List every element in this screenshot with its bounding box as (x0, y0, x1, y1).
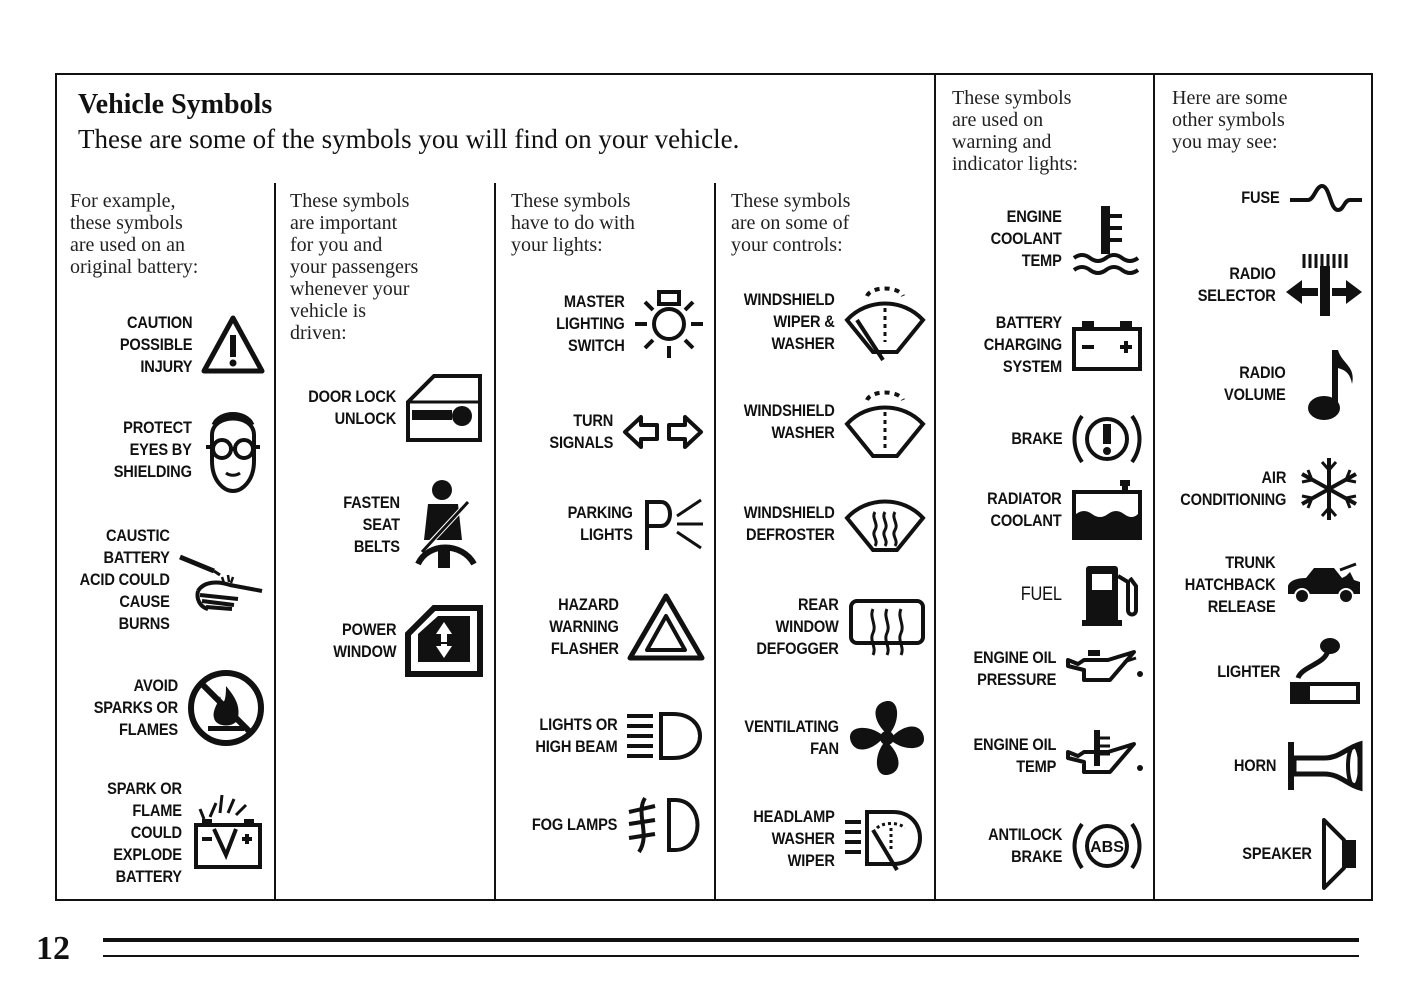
symbol-label: PARKING LIGHTS (567, 503, 633, 544)
column-intro: These symbols have to do with your lights: (511, 190, 635, 256)
symbol-label: BATTERY CHARGING SYSTEM (983, 313, 1062, 376)
symbol-label: DOOR LOCK UNLOCK (308, 387, 396, 428)
footer-rule (103, 938, 1359, 942)
symbol-label: CAUTION POSSIBLE INJURY (119, 313, 192, 376)
symbol-master-lighting (503, 288, 705, 360)
symbol-fuel (944, 562, 1144, 628)
column-divider (934, 74, 936, 900)
acid-hand-icon (178, 547, 266, 613)
column-controls (731, 190, 931, 256)
symbol-label: FUEL (1020, 584, 1062, 605)
symbol-label: REAR WINDOW DEFOGGER (756, 595, 839, 658)
symbol-label: HORN (1233, 756, 1276, 775)
symbol-label: FOG LAMPS (531, 815, 617, 834)
symbol-label: ENGINE OIL PRESSURE (973, 648, 1056, 689)
radiator-coolant-icon (1070, 478, 1144, 542)
symbol-door-lock (282, 372, 484, 444)
symbol-label: MASTER LIGHTING SWITCH (556, 292, 625, 355)
car-trunk-icon (1284, 562, 1364, 608)
page-title: Vehicle Symbols (78, 89, 273, 120)
headlamp-washer-icon (843, 804, 927, 874)
symbol-label: POWER WINDOW (332, 620, 396, 661)
door-lock-icon (404, 372, 484, 444)
symbol-label: TRUNK HATCHBACK RELEASE (1185, 553, 1276, 616)
hazard-triangle-icon (627, 592, 705, 662)
symbol-high-beam (503, 710, 705, 762)
symbol-label: VENTILATING FAN (744, 717, 839, 758)
column-passengers (290, 190, 490, 344)
snowflake-icon (1294, 454, 1364, 524)
windshield-washer-icon (843, 384, 927, 460)
symbol-label: SPARK OR FLAME COULD EXPLODE BATTERY (107, 779, 182, 886)
high-beam-icon (625, 710, 705, 762)
symbol-label: RADIATOR COOLANT (987, 489, 1062, 530)
symbol-windshield-washer (723, 384, 927, 460)
symbol-oil-pressure (944, 644, 1144, 694)
coolant-temp-icon (1070, 202, 1144, 276)
symbol-brake (944, 408, 1144, 470)
symbol-label: WINDSHIELD WIPER & WASHER (744, 290, 835, 353)
symbol-label: TURN SIGNALS (549, 411, 613, 452)
symbol-caution (60, 312, 266, 378)
symbol-label: HEADLAMP WASHER WIPER (753, 807, 835, 870)
symbol-coolant-temp (944, 202, 1144, 276)
abs-icon (1070, 816, 1144, 876)
turn-signals-icon (621, 411, 705, 453)
symbol-label: AIR CONDITIONING (1180, 468, 1286, 509)
symbol-seat-belts (282, 478, 484, 572)
footer-rule (103, 955, 1359, 957)
symbol-power-window (282, 604, 484, 678)
symbol-windshield-defroster (723, 494, 927, 554)
power-window-icon (404, 604, 484, 678)
parking-lights-icon (641, 496, 705, 552)
symbol-label: LIGHTS OR HIGH BEAM (534, 715, 617, 756)
symbol-radio-selector (1160, 250, 1364, 320)
abs-text: ABS (1090, 839, 1124, 856)
symbol-caustic-acid (60, 525, 266, 635)
symbol-antilock-brake (944, 816, 1144, 876)
symbol-label: SPEAKER (1242, 844, 1312, 863)
column-battery (70, 190, 270, 278)
column-divider (1153, 74, 1155, 900)
symbol-label: HAZARD WARNING FLASHER (549, 595, 619, 658)
symbol-protect-eyes (60, 405, 266, 495)
brake-icon (1070, 408, 1144, 470)
symbol-parking-lights (503, 496, 705, 552)
symbol-oil-temp (944, 728, 1144, 784)
symbol-label: RADIO SELECTOR (1198, 264, 1276, 305)
symbol-label: LIGHTER (1217, 662, 1280, 681)
symbol-radiator-coolant (944, 478, 1144, 542)
symbol-label: ANTILOCK BRAKE (987, 825, 1062, 866)
column-divider (714, 183, 716, 900)
symbol-label: PROTECT EYES BY SHIELDING (113, 418, 192, 481)
symbol-air-conditioning (1160, 454, 1364, 524)
column-divider (494, 183, 496, 900)
symbol-label: WINDSHIELD WASHER (744, 401, 835, 442)
windshield-defroster-icon (843, 494, 927, 554)
symbol-wiper-washer (723, 280, 927, 364)
symbol-label: FUSE (1241, 188, 1280, 207)
column-intro: These symbols are important for you and your passengers whenever your vehicle is driven: (290, 190, 419, 344)
radio-selector-icon (1284, 250, 1364, 320)
rear-defogger-icon (847, 595, 927, 659)
seatbelt-icon (408, 478, 484, 572)
symbol-horn (1160, 738, 1364, 794)
fan-icon (847, 698, 927, 778)
symbol-label: BRAKE (1010, 429, 1062, 448)
symbol-label: WINDSHIELD DEFROSTER (744, 503, 835, 544)
symbol-label: ENGINE OIL TEMP (973, 735, 1056, 776)
column-other (1172, 87, 1368, 153)
battery-icon (1070, 317, 1144, 373)
speaker-icon (1320, 816, 1364, 892)
symbol-headlamp-washer (723, 804, 927, 874)
column-intro: These symbols are on some of your controls: (731, 190, 851, 256)
symbol-avoid-sparks (60, 668, 266, 748)
column-lights (511, 190, 711, 256)
battery-explode-icon (190, 793, 266, 873)
fog-lamps-icon (625, 794, 705, 856)
lighter-icon (1288, 636, 1364, 708)
caution-triangle-icon (200, 313, 266, 377)
symbol-fuse (1160, 180, 1364, 216)
symbol-label: AVOID SPARKS OR FLAMES (93, 676, 178, 739)
column-intro: These symbols are used on warning and indicator lights: (952, 87, 1079, 175)
symbol-battery-explode (60, 778, 266, 888)
symbol-fog-lamps (503, 794, 705, 856)
oil-temp-icon (1064, 728, 1144, 784)
symbol-label: CAUSTIC BATTERY ACID COULD CAUSE BURNS (79, 526, 170, 633)
symbol-turn-signals (503, 410, 705, 454)
page-subtitle: These are some of the symbols you will find on your vehicle. (78, 124, 740, 154)
fuel-pump-icon (1070, 562, 1144, 628)
column-warning-lights (952, 87, 1150, 175)
wiper-washer-icon (843, 280, 927, 364)
symbol-lighter (1160, 636, 1364, 708)
face-goggles-icon (200, 405, 266, 495)
column-intro: Here are some other symbols you may see: (1172, 87, 1288, 153)
music-note-icon (1294, 344, 1364, 424)
symbol-trunk-release (1160, 552, 1364, 618)
symbol-rear-defogger (723, 594, 927, 660)
symbol-speaker (1160, 816, 1364, 892)
horn-icon (1284, 738, 1364, 794)
master-lighting-icon (633, 288, 705, 360)
column-divider (274, 183, 276, 900)
symbol-label: RADIO VOLUME (1224, 363, 1286, 404)
symbol-ventilating-fan (723, 698, 927, 778)
column-intro: For example, these symbols are used on an original battery: (70, 190, 199, 278)
page-number: 12 (36, 930, 70, 967)
symbol-label: ENGINE COOLANT TEMP (990, 207, 1062, 270)
symbol-hazard-flasher (503, 592, 705, 662)
symbol-label: FASTEN SEAT BELTS (343, 493, 400, 556)
fuse-icon (1288, 180, 1364, 216)
oil-can-icon (1064, 644, 1144, 694)
no-flame-icon (186, 668, 266, 748)
symbol-battery-charging (944, 312, 1144, 378)
symbol-radio-volume (1160, 344, 1364, 424)
